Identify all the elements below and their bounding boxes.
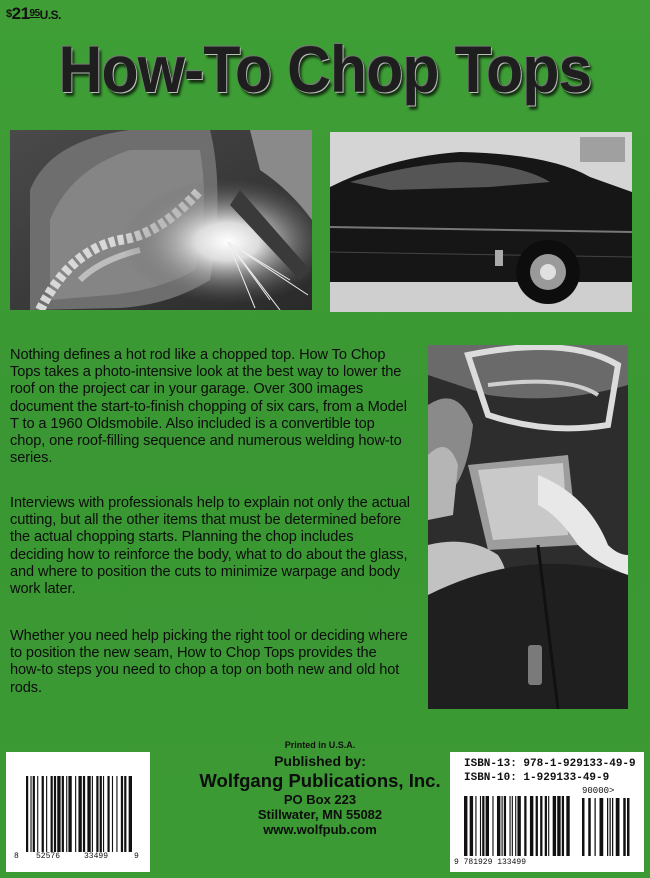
barcode-bar [62, 776, 64, 852]
barcode-bar [470, 796, 473, 856]
barcode-bar [482, 796, 484, 856]
barcode-bar [509, 796, 510, 856]
barcode-bar [530, 796, 533, 856]
isbn-barcode [450, 752, 644, 872]
barcode-bar [612, 798, 613, 856]
price-dollars: 21 [11, 4, 30, 23]
ean-digits: 9 781929 133499 [454, 858, 527, 867]
printed-in: Printed in U.S.A. [284, 740, 356, 750]
barcode-bar [57, 776, 60, 852]
barcode-bar [492, 796, 493, 856]
barcode-bar [51, 776, 53, 852]
barcode-bar [600, 798, 604, 856]
barcode-bar [96, 776, 98, 852]
barcode-bar [536, 796, 538, 856]
barcode-bar [464, 796, 467, 856]
addon-bars [582, 798, 632, 856]
barcode-bar [87, 776, 90, 852]
publisher-name: Wolfgang Publications, Inc. [199, 770, 441, 791]
barcode-bar [553, 796, 556, 856]
barcode-bar [66, 776, 67, 852]
upc-barcode [6, 752, 150, 872]
barcode-bar [33, 776, 35, 852]
barcode-bar [610, 798, 611, 856]
barcode-bar [124, 776, 126, 852]
barcode-bar [545, 796, 547, 856]
barcode-bar [557, 796, 560, 856]
upc-bars [26, 776, 132, 852]
barcode-bar [46, 776, 47, 852]
barcode-bar [30, 776, 31, 852]
description-paragraph-1: Nothing defines a hot rod like a chopped top. How To Chop Tops takes a photo-intensive look at the best way to lower the roof on the project car in your garage. Over 300 images document the start-to-finish chopping of six cars, from a Model T to a 1960 Oldsmobile. Also included is a convertible top chop, one roof-filling sequence and numerous welding how-to series. [10, 347, 407, 467]
barcode-bar [616, 798, 620, 856]
published-by-label: Published by: [274, 753, 366, 769]
publisher-block [170, 752, 470, 837]
barcode-bar [107, 776, 109, 852]
barcode-bar [486, 796, 489, 856]
barcode-bar [121, 776, 123, 852]
price-code: 90000> [582, 786, 615, 796]
barcode-bar [68, 776, 71, 852]
price-cents: 95 [29, 8, 40, 19]
barcode-bar [54, 776, 56, 852]
book-title: How-To Chop Tops [58, 32, 592, 106]
barcode-bar [100, 776, 102, 852]
publisher-address-1: PO Box 223 [283, 792, 357, 807]
barcode-bar [475, 796, 476, 856]
barcode-bar [480, 796, 481, 856]
barcode-bar [548, 796, 549, 856]
photo-welding-closeup [10, 130, 312, 310]
barcode-bar [26, 776, 28, 852]
barcode-bar [112, 776, 113, 852]
barcode-bar [504, 796, 506, 856]
photo-classic-car [330, 132, 632, 312]
barcode-bar [83, 776, 85, 852]
barcode-bar [502, 796, 503, 856]
barcode-bar [582, 798, 585, 856]
barcode-bar [566, 796, 569, 856]
barcode-bar [116, 776, 117, 852]
description-paragraph-3: Whether you need help picking the right tool or deciding where to position the new seam, How to Chop Tops provides the how-to steps you need to chop a top on both new and old hot rods. [10, 628, 408, 696]
barcode-bar [607, 798, 608, 856]
ean-bars [464, 796, 572, 856]
upc-digits-left: 52576 [36, 852, 61, 861]
barcode-bar [540, 796, 542, 856]
price-currency: $ [6, 8, 12, 20]
isbn-10: ISBN-10: 1-929133-49-9 [464, 772, 610, 784]
barcode-bar [515, 796, 516, 856]
upc-digits-right: 33499 [84, 852, 109, 861]
isbn-13: ISBN-13: 978-1-929133-49-9 [464, 758, 636, 770]
barcode-bar [524, 796, 526, 856]
price-tag [6, 4, 61, 25]
barcode-bar [78, 776, 81, 852]
publisher-website: www.wolfpub.com [263, 822, 377, 837]
barcode-bar [497, 796, 500, 856]
barcode-bar [512, 796, 513, 856]
barcode-bar [595, 798, 596, 856]
barcode-bar [129, 776, 132, 852]
barcode-bar [588, 798, 591, 856]
barcode-bar [103, 776, 104, 852]
barcode-bar [562, 796, 564, 856]
barcode-bar [627, 798, 630, 856]
barcode-bar [75, 776, 76, 852]
upc-digit-last: 9 [134, 852, 139, 861]
barcode-bar [42, 776, 44, 852]
description-paragraph-2: Interviews with professionals help to explain not only the actual cutting, but all the other items that must be determined before the actual chopping starts. Planning the chop includes deciding how to reinforce the body, what to do about the glass, and where to position the cuts to minimize warpage and body work later. [10, 495, 410, 598]
price-suffix: U.S. [39, 8, 62, 22]
publisher-address-2: Stillwater, MN 55082 [257, 807, 383, 822]
barcode-bar [517, 796, 520, 856]
barcode-bar [92, 776, 93, 852]
photo-top-chopping [428, 345, 628, 709]
upc-digit-first: 8 [14, 852, 19, 861]
barcode-bar [623, 798, 626, 856]
barcode-bar [37, 776, 38, 852]
